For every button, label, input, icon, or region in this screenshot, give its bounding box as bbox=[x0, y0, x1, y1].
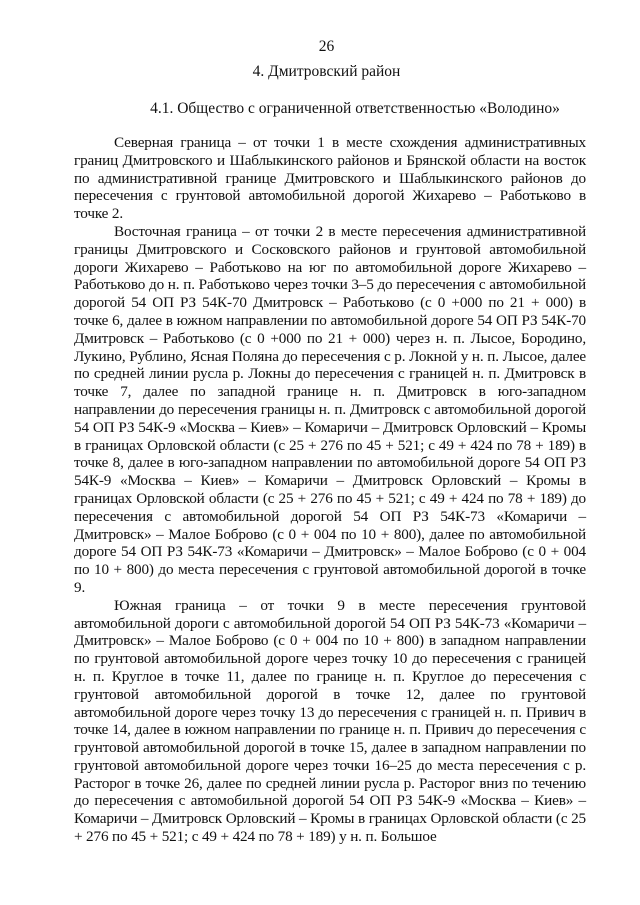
page-number: 26 bbox=[318, 38, 335, 55]
subsection-heading: 4.1. Общество с ограниченной ответственностью «Володино» bbox=[150, 100, 560, 117]
paragraph-north-boundary: Северная граница – от точки 1 в месте схождения административных границ Дмитровского и Шаблыкинского районов и Брянской области на восток по административной границе Дмитровского и Шаблыкинского районов до пересечения с грунтовой автомобильной дорогой Жихарево – Работьково в точке 2. bbox=[74, 134, 586, 223]
body-text bbox=[74, 134, 586, 846]
paragraph-east-boundary: Восточная граница – от точки 2 в месте пересечения административной границы Дмитровского и Сосковского районов и грунтовой автомобильной дороги Жихарево – Работьково на юг по автомобильной дороге Жихарево – Работьково до н. п. Работьково через точки 3–5 до пересечения с автомобильной дорогой 54 ОП РЗ 54К-70 Дмитровск – Работьково (с 0 +000 по 21 + 000) в точке 6, далее в южном направлении по автомобильной дороге 54 ОП РЗ 54К-70 Дмитровск – Работьково (с 0 +000 по 21 + 000) через н. п. Лысое, Бородино, Лукино, Рублино, Ясная Поляна до пересечения с р. Локной у н. п. Лысое, далее по средней линии русла р. Локны до пересечения с границей н. п. Дмитровск в точке 7, далее по западной границе н. п. Дмитровск в юго-западном направлении до пересечения границы н. п. Дмитровск с автомобильной дорогой 54 ОП РЗ 54К-9 «Москва – Киев» – Комаричи – Дмитровск Орловский – Кромы в границах Орловской области (с 25 + 276 по 45 + 521; с 49 + 424 по 78 + 189) в точке 8, далее в юго-западном направлении по автомобильной дороге 54 ОП РЗ 54К-9 «Москва – Киев» – Комаричи – Дмитровск Орловский – Кромы в границах Орловской области (с 25 + 276 по 45 + 521; с 49 + 424 по 78 + 189) до пересечения с автомобильной дорогой 54 ОП РЗ 54К-73 «Комаричи – Дмитровск» – Малое Боброво (с 0 + 004 по 10 + 800), далее по автомобильной дороге 54 ОП РЗ 54К-73 «Комаричи – Дмитровск» – Малое Боброво (с 0 + 004 по 10 + 800) до места пересечения с грунтовой автомобильной дорогой в точке 9. bbox=[74, 222, 586, 596]
paragraph-south-boundary: Южная граница – от точки 9 в месте пересечения грунтовой автомобильной дороги с автомобильной дорогой 54 ОП РЗ 54К-73 «Комаричи – Дмитровск» – Малое Боброво (с 0 + 004 по 10 + 800) в западном направлении по грунтовой автомобильной дороге через точку 10 до пересечения с границей н. п. Круглое в точке 11, далее по границе н. п. Круглое до пересечения с грунтовой автомобильной дорогой в точке 12, далее по грунтовой автомобильной дороге через точку 13 до пересечения с границей н. п. Привич в точке 14, далее в южном направлении по границе н. п. Привич до пересечения с грунтовой автомобильной дорогой в точке 15, далее в западном направлении по грунтовой автомобильной дороге через точки 16–25 до места пересечения с р. Расторог в точке 26, далее по средней линии русла р. Расторог вниз по течению до пересечения с автомобильной дорогой 54 ОП РЗ 54К-9 «Москва – Киев» – Комаричи – Дмитровск Орловский – Кромы в границах Орловской области (с 25 + 276 по 45 + 521; с 49 + 424 по 78 + 189) у н. п. Большое bbox=[74, 596, 586, 846]
section-heading: 4. Дмитровский район bbox=[252, 63, 401, 80]
